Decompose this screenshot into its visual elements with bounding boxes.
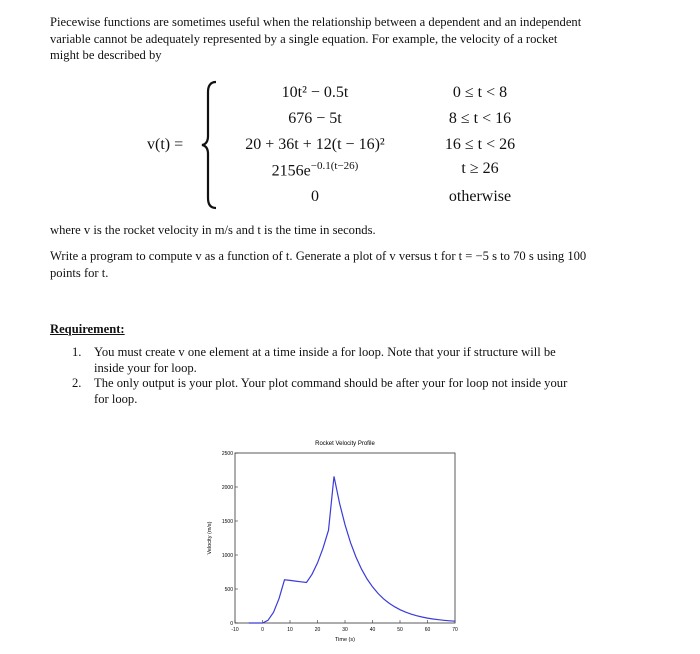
item-text (94, 376, 624, 407)
item-number: 2. (72, 376, 82, 390)
case-condition: 8 ≤ t < 16 (448, 110, 512, 127)
x-tick-label: 60 (424, 627, 431, 633)
x-tick-label: 30 (342, 627, 348, 633)
x-tick-label: -10 (231, 627, 239, 633)
intro-line: might be described by (50, 48, 162, 62)
case-expression: 20 + 36t + 12(t − 16)² (245, 136, 385, 153)
x-tick-label: 50 (397, 627, 403, 633)
plot-area (235, 453, 455, 623)
equation-lhs: v(t) = (147, 136, 184, 153)
y-tick-label: 0 (230, 621, 233, 627)
x-tick-label: 10 (287, 627, 293, 633)
intro-line: variable cannot be adequately represented by a single equation. For example, the velocity of a rocket (50, 31, 558, 46)
x-axis-label: Time (s) (335, 637, 355, 643)
task-paragraph (50, 248, 650, 281)
where-text: where v is the rocket velocity in m/s and t is the time in seconds. (50, 223, 376, 237)
x-tick-label: 20 (314, 627, 321, 633)
exponent: −0.1(t−26) (310, 160, 359, 172)
task-line: Write a program to compute v as a function of t. Generate a plot of v versus t for t = −5 s to 70 s using 100 (50, 249, 587, 263)
x-tick-label: 40 (369, 627, 376, 633)
task-line: points for t. (50, 265, 109, 280)
y-tick-label: 1500 (221, 519, 233, 525)
case-expression: 10t² − 0.5t (281, 84, 349, 101)
requirement-heading: Requirement: (50, 322, 125, 336)
y-tick-label: 500 (224, 587, 233, 593)
case-expression: 676 − 5t (288, 110, 342, 127)
intro-line: Piecewise functions are sometimes useful when the relationship between a dependent and an independent (50, 15, 582, 29)
item-line: The only output is your plot. Your plot command should be after your for loop not inside your (94, 376, 568, 390)
x-tick-label: 70 (452, 627, 458, 633)
item-line: You must create v one element at a time inside a for loop. Note that your if structure will be (94, 345, 556, 359)
case-condition: otherwise (448, 188, 512, 205)
intro-paragraph (50, 14, 650, 64)
case-expression: $2156e^{-0.1(t-26)}$ (271, 160, 359, 180)
item-line: for loop. (94, 391, 138, 406)
item-line: inside your for loop. (94, 360, 197, 375)
y-tick-label: 1000 (221, 553, 233, 559)
x-tick-label: 0 (261, 627, 264, 633)
case-expression: 0 (311, 188, 319, 205)
case-condition: 16 ≤ t < 26 (444, 136, 516, 153)
y-axis-label: Velocity (m/s) (207, 521, 213, 555)
case-condition: 0 ≤ t < 8 (452, 84, 508, 101)
item-text (94, 345, 624, 376)
y-tick-label: 2000 (221, 485, 233, 491)
item-number: 1. (72, 345, 82, 359)
rocket-velocity-chart (195, 435, 485, 647)
y-tick-label: 2500 (221, 451, 233, 457)
chart-title: Rocket Velocity Profile (315, 441, 375, 447)
case-condition: t ≥ 26 (461, 160, 499, 177)
